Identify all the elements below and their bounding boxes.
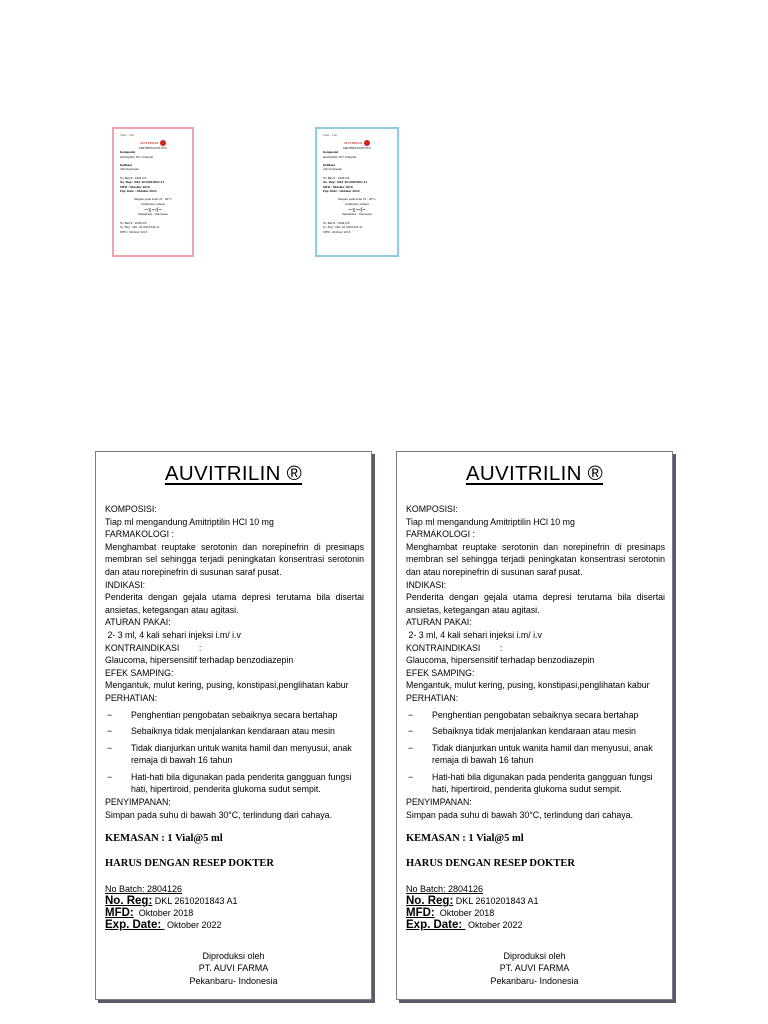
dash-bullet-icon: − xyxy=(408,771,414,782)
perhatian-item: − Hati-hati bila digunakan pada penderita gangguan fungsi hati, hipertiroid, penderita glukoma sudut sempit. xyxy=(408,771,653,795)
penyimpanan-heading: PENYIMPANAN: xyxy=(406,797,472,808)
label-body xyxy=(105,503,364,931)
kontraindikasi-text: Glaucoma, hipersensitif terhadap benzodiazepin xyxy=(105,655,294,666)
thumb-storage: Simpan pada suhu 25 - 30°C, xyxy=(337,198,377,202)
thumb-foot-3: MFD : Oktober 2018 xyxy=(120,230,148,234)
company-name: PT. AUVI FARMA xyxy=(198,963,269,973)
thumb-reg: No. Reg : DKL 2610201843 A1 xyxy=(120,181,165,185)
efek-samping-text: Mengantuk, mulut kering, pusing, konstipasi,penglihatan kabur xyxy=(406,680,650,691)
thumb-foot-1: No Batch : 2804126 xyxy=(323,221,350,225)
perhatian-item: − Tidak dianjurkan untuk wanita hamil dan menyusui, anak remaja di bawah 16 tahun xyxy=(107,742,352,766)
thumb-indikasi-heading: Indikasi xyxy=(120,164,132,168)
mfd-line xyxy=(406,907,665,919)
company-city: Pekanbaru- Indonesia xyxy=(490,975,579,986)
mfd-line xyxy=(105,907,364,919)
dash-bullet-icon: − xyxy=(107,709,113,720)
thumb-generic: AMITRIPTILINE HCL xyxy=(138,146,168,150)
dash-bullet-icon: − xyxy=(107,726,113,737)
thumb-brand xyxy=(323,140,391,146)
mfd-value: Oktober 2018 xyxy=(133,908,194,919)
produksi-text: Diproduksi oleh xyxy=(503,950,566,961)
thumb-maker: Pekanbaru - Indonesia xyxy=(342,213,372,217)
thumb-top-text: Vials - Vial xyxy=(323,134,337,137)
mfd-label: MFD: xyxy=(406,907,435,920)
mfd-label: MFD: xyxy=(105,907,134,920)
thumb-foot-2: No Reg : DKL 2610201843 A1 xyxy=(120,226,160,230)
reg-label: No. Reg: xyxy=(406,895,454,908)
exp-value: Oktober 2022 xyxy=(164,920,222,931)
reg-line xyxy=(105,895,364,907)
aturan-pakai-heading: ATURAN PAKAI: xyxy=(406,617,472,628)
exp-line xyxy=(105,919,364,931)
kontraindikasi-heading: KONTRAINDIKASI : xyxy=(105,642,202,653)
exp-value: Oktober 2022 xyxy=(465,920,523,931)
komposisi-text: Tiap ml mengandung Amitriptilin HCl 10 mg xyxy=(105,516,274,527)
perhatian-item: − Sebaiknya tidak menjalankan kendaraan atau mesin xyxy=(107,726,335,737)
reg-line xyxy=(406,895,665,907)
komposisi-heading: KOMPOSISI: xyxy=(406,504,458,514)
exp-line xyxy=(406,919,665,931)
perhatian-item: − Penghentian pengobatan sebaiknya secara bertahap xyxy=(408,709,639,720)
indikasi-heading: INDIKASI: xyxy=(406,579,447,590)
label-panel-left xyxy=(95,451,372,1000)
manufacturer-block xyxy=(397,950,672,988)
thumb-top-text: Vials - Vial xyxy=(120,134,134,137)
batch-number: No Batch: 2804126 xyxy=(105,884,183,895)
signature-icon: ~ɣ~ᶑ~ xyxy=(347,207,367,214)
signature-icon: ~ɣ~ᶑ~ xyxy=(143,207,163,214)
indikasi-text: Penderita dengan gejala utama depresi terutama bila disertai ansietas, ketegangan atau agitasi. xyxy=(406,592,665,615)
label-panel-right xyxy=(396,451,673,1000)
komposisi-text: Tiap ml mengandung Amitriptilin HCl 10 mg xyxy=(406,516,575,527)
kemasan-text: KEMASAN : 1 Vial@5 ml xyxy=(105,833,223,845)
thumb-batch: No Batch : 2804126 xyxy=(323,176,350,180)
thumb-maker: Pekanbaru - Indonesia xyxy=(138,213,168,217)
product-title: AUVITRILIN ® xyxy=(465,462,604,485)
farmakologi-text: Menghambat reuptake serotonin dan norepinefrin di presinaps membran sel sehingga terjadi peningkatan konsentrasi serotonin dan atau norepinefrin di susunan saraf pusat. xyxy=(105,541,364,577)
exp-label: Exp. Date: xyxy=(406,919,466,932)
reg-value: DKL 2610201843 A1 xyxy=(152,896,238,907)
thumb-reg: No. Reg : DKL 2610201843 A1 xyxy=(323,181,368,185)
indikasi-text: Penderita dengan gejala utama depresi terutama bila disertai ansietas, ketegangan atau agitasi. xyxy=(105,592,364,615)
farmakologi-heading: FARMAKOLOGI : xyxy=(105,529,174,540)
penyimpanan-heading: PENYIMPANAN: xyxy=(105,797,171,808)
kontraindikasi-text: Glaucoma, hipersensitif terhadap benzodiazepin xyxy=(406,655,595,666)
exp-label: Exp. Date: xyxy=(105,919,165,932)
indikasi-heading: INDIKASI: xyxy=(105,579,146,590)
thumb-komposisi: amitriptilin HCl 10mg/ml xyxy=(323,155,357,159)
dash-bullet-icon: − xyxy=(107,771,113,782)
company-city: Pekanbaru- Indonesia xyxy=(189,975,278,986)
thumb-foot-3: MFD : Oktober 2018 xyxy=(323,230,351,234)
mfd-value: Oktober 2018 xyxy=(434,908,495,919)
produksi-text: Diproduksi oleh xyxy=(202,950,265,961)
thumb-storage-2: terlindung cahaya xyxy=(345,202,369,206)
thumb-indikasi-heading: Indikasi xyxy=(323,164,335,168)
reg-label: No. Reg: xyxy=(105,895,153,908)
thumb-storage-2: terlindung cahaya xyxy=(141,202,165,206)
aturan-pakai-heading: ATURAN PAKAI: xyxy=(105,617,171,628)
komposisi-heading: KOMPOSISI: xyxy=(105,504,157,514)
thumb-komposisi: amitriptilin HCl 10mg/ml xyxy=(120,155,154,159)
farmakologi-heading: FARMAKOLOGI : xyxy=(406,529,475,540)
resep-warning: HARUS DENGAN RESEP DOKTER xyxy=(105,858,274,870)
aturan-pakai-text: 2- 3 ml, 4 kali sehari injeksi i.m/ i.v xyxy=(105,629,241,640)
thumb-komposisi-heading: Komposisi xyxy=(323,151,339,155)
perhatian-item: − Tidak dianjurkan untuk wanita hamil dan menyusui, anak remaja di bawah 16 tahun xyxy=(408,742,653,766)
reg-value: DKL 2610201843 A1 xyxy=(453,896,539,907)
thumb-mfd: MFD : Oktober 2018 xyxy=(323,185,353,189)
dash-bullet-icon: − xyxy=(408,709,414,720)
thumb-mfd: MFD : Oktober 2018 xyxy=(120,185,150,189)
farmakologi-text: Menghambat reuptake serotonin dan norepinefrin di presinaps membran sel sehingga terjadi peningkatan konsentrasi serotonin dan atau norepinefrin di susunan saraf pusat. xyxy=(406,541,665,577)
perhatian-heading: PERHATIAN: xyxy=(406,692,459,703)
red-seal-icon xyxy=(160,140,166,146)
efek-samping-heading: EFEK SAMPING: xyxy=(406,667,475,678)
thumb-generic: AMITRIPTILINE HCL xyxy=(342,146,372,150)
company-name: PT. AUVI FARMA xyxy=(499,963,570,973)
manufacturer-block xyxy=(96,950,371,988)
thumb-foot-1: No Batch : 2804126 xyxy=(120,221,147,225)
efek-samping-text: Mengantuk, mulut kering, pusing, konstipasi,penglihatan kabur xyxy=(105,680,349,691)
thumb-indikasi: Anti Depresan xyxy=(323,168,342,172)
perhatian-heading: PERHATIAN: xyxy=(105,692,158,703)
aturan-pakai-text: 2- 3 ml, 4 kali sehari injeksi i.m/ i.v xyxy=(406,629,542,640)
thumb-indikasi: Anti Depresan xyxy=(120,168,139,172)
label-thumbnail-red xyxy=(112,127,194,257)
red-seal-icon xyxy=(364,140,370,146)
thumb-foot-2: No Reg : DKL 2610201843 A1 xyxy=(323,226,363,230)
perhatian-item: − Sebaiknya tidak menjalankan kendaraan atau mesin xyxy=(408,726,636,737)
resep-warning: HARUS DENGAN RESEP DOKTER xyxy=(406,858,575,870)
batch-number: No Batch: 2804126 xyxy=(406,884,484,895)
thumb-komposisi-heading: Komposisi xyxy=(120,151,136,155)
penyimpanan-text: Simpan pada suhu di bawah 30°C, terlindung dari cahaya. xyxy=(105,809,333,820)
thumb-brand-text: AUVITRILIN xyxy=(139,142,159,146)
label-body xyxy=(406,503,665,931)
dash-bullet-icon: − xyxy=(107,742,113,753)
kemasan-text: KEMASAN : 1 Vial@5 ml xyxy=(406,833,524,845)
dash-bullet-icon: − xyxy=(408,742,414,753)
penyimpanan-text: Simpan pada suhu di bawah 30°C, terlindung dari cahaya. xyxy=(406,809,634,820)
thumb-exp: Exp. Date : Oktober 2022 xyxy=(323,190,360,194)
thumb-storage: Simpan pada suhu 25 - 30°C, xyxy=(133,198,173,202)
thumb-exp: Exp. Date : Oktober 2022 xyxy=(120,190,157,194)
perhatian-item: − Hati-hati bila digunakan pada penderita gangguan fungsi hati, hipertiroid, penderita glukoma sudut sempit. xyxy=(107,771,352,795)
thumb-brand-text: AUVITRILIN xyxy=(343,142,363,146)
dash-bullet-icon: − xyxy=(408,726,414,737)
product-title: AUVITRILIN ® xyxy=(164,462,303,485)
thumb-batch: No Batch : 2804126 xyxy=(120,176,147,180)
perhatian-item: − Penghentian pengobatan sebaiknya secara bertahap xyxy=(107,709,338,720)
thumb-brand xyxy=(120,140,186,146)
kontraindikasi-heading: KONTRAINDIKASI : xyxy=(406,642,503,653)
label-thumbnail-blue xyxy=(315,127,399,257)
efek-samping-heading: EFEK SAMPING: xyxy=(105,667,174,678)
